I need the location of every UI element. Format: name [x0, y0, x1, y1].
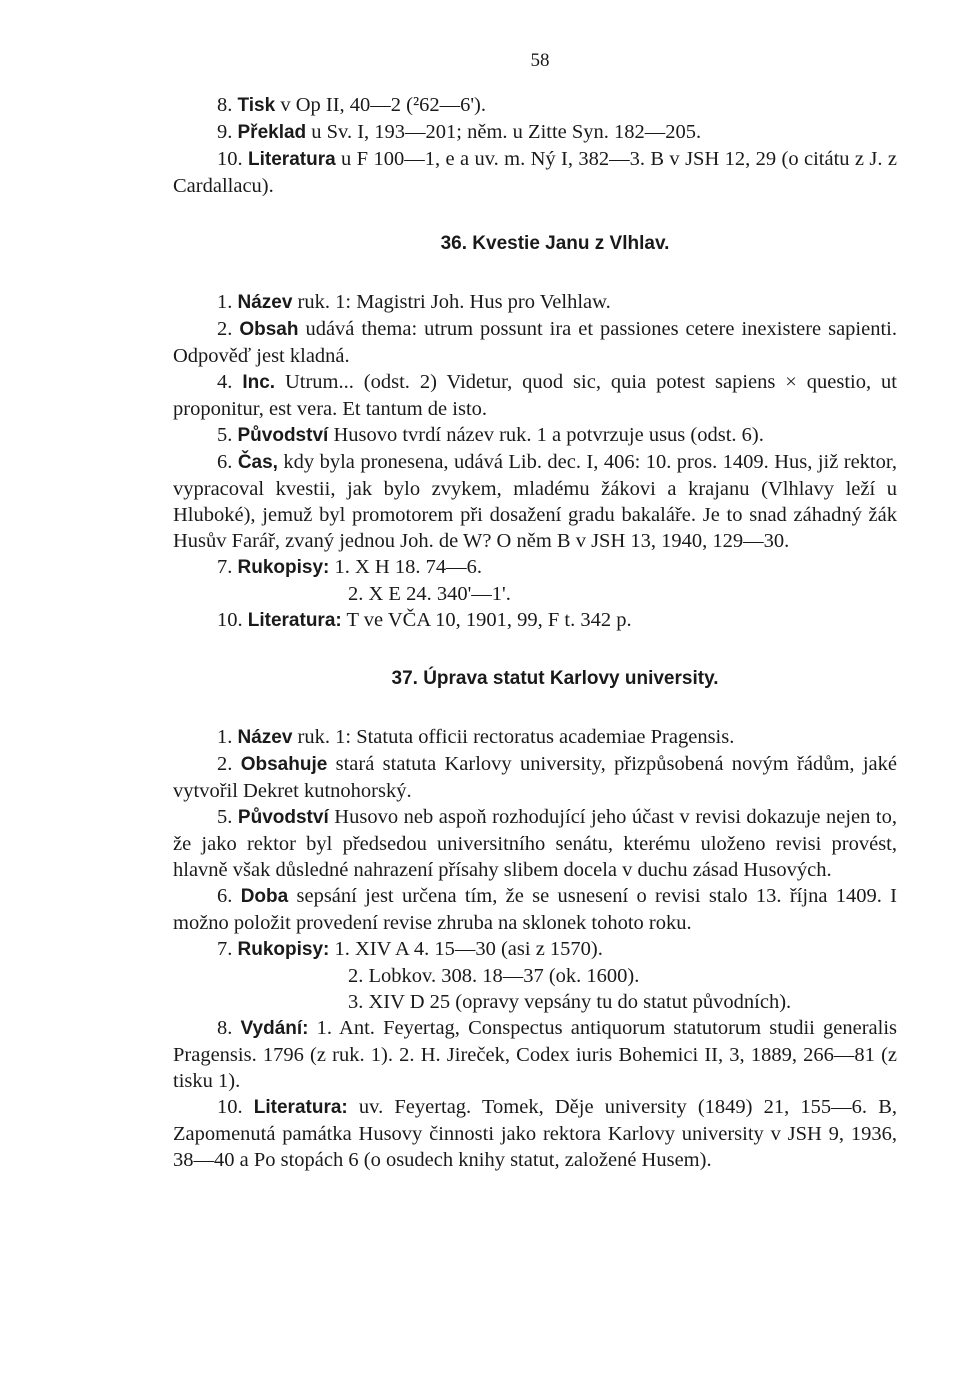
entry-text: Husovo neb aspoň rozhodující jeho účast v revisi dokazuje nejen to, že jako rektor byl předsedou universitního senátu, kterému uloženo revisi provést, hlavně však důsledné nahrazení přísahy slibem docela v duchu zásad Husových.	[173, 806, 897, 881]
entry-number: 7.	[217, 938, 233, 960]
entry-text: v Op II, 40—2 (²62—6').	[275, 94, 487, 116]
entry-text: ruk. 1: Magistri Joh. Hus pro Velhlaw.	[292, 291, 611, 313]
entry-text: sepsání jest určena tím, že se usnesení o revisi stalo 13. října 1409. I možno položit provedení revise zhruba na sklonek tohoto roku.	[173, 885, 897, 934]
entry-text: udává thema: utrum possunt ira et passiones cetere inexistere sapienti. Odpověď jest kladná.	[173, 318, 897, 367]
entry-label: Obsahuje	[240, 754, 328, 775]
entry-label: Název	[237, 727, 293, 748]
entry-inc	[173, 369, 897, 422]
entry-number: 5.	[217, 806, 233, 828]
entry-label: Čas,	[237, 452, 278, 473]
entry-text: T ve VČA 10, 1901, 99, F t. 342 p.	[341, 609, 632, 631]
entry-text: uv. Feyertag. Tomek, Děje university (1849) 21, 155—6. B, Zapomenutá památka Husovy činnosti jako rektora Karlovy university v JSH 9, 1936, 38—40 a Po stopách 6 (o osudech knihy statut, založené Husem).	[173, 1096, 898, 1171]
entry-text: Husovo tvrdí název ruk. 1 a potvrzuje usus (odst. 6).	[328, 424, 764, 446]
entry-preklad	[173, 119, 897, 146]
entry-label: Inc.	[242, 372, 276, 393]
entry-label: Literatura:	[253, 1097, 348, 1118]
entry-label: Původství	[237, 807, 329, 828]
entry-rukopisy-37	[173, 936, 897, 963]
entry-label: Doba	[240, 886, 289, 907]
entry-obsah	[173, 316, 897, 369]
entry-text: kdy byla pronesena, udává Lib. dec. I, 406: 10. pros. 1409. Hus, již rektor, vypracoval kvestii, jak bylo zvykem, mladému žákovi a krajanu (Vlhlavy leží u Hluboké), jemuž byl promotorem při dosažení gradu bakaláře. Je to snad záhadný žák Husův Farář, zvaný jednou Joh. de W? O něm B v JSH 13, 1940, 129—30.	[173, 451, 897, 552]
entry-rukopisy	[173, 554, 897, 581]
entry-cas	[173, 449, 897, 554]
manuscript-item: 2. X E 24. 340'—1'.	[348, 583, 511, 605]
manuscript-item: 3. XIV D 25 (opravy vepsány tu do statut původních).	[348, 991, 792, 1013]
entry-nazev	[173, 289, 897, 316]
entry-label: Literatura:	[247, 610, 342, 631]
entry-label: Překlad	[237, 122, 307, 143]
entry-number: 6.	[217, 451, 233, 473]
entry-number: 2.	[217, 753, 233, 775]
entry-number: 5.	[217, 424, 233, 446]
entry-number: 9.	[217, 121, 233, 143]
entry-text: 1. Ant. Feyertag, Conspectus antiquorum statutorum studii generalis Pragensis. 1796 (z ruk. 1). 2. H. Jireček, Codex iuris Bohemici II, 3, 1889, 266—81 (z tisku 1).	[173, 1017, 898, 1092]
entry-text: ruk. 1: Statuta officii rectoratus academiae Pragensis.	[292, 726, 735, 748]
entry-number: 8.	[217, 94, 233, 116]
page-number: 58	[530, 50, 550, 71]
entry-text: Utrum... (odst. 2) Videtur, quod sic, quia potest sapiens × questio, ut proponitur, est vera. Et tantum de isto.	[173, 371, 898, 420]
entry-text: stará statuta Karlovy university, přizpůsobená novým řádům, jaké vytvořil Dekret kutnohorský.	[173, 753, 898, 802]
manuscript-row	[173, 963, 897, 989]
entry-obsahuje	[173, 751, 897, 804]
entry-number: 10.	[217, 1096, 243, 1118]
entry-literatura-36	[173, 607, 897, 634]
entry-label: Rukopisy:	[237, 557, 330, 578]
entry-label: Obsah	[239, 319, 299, 340]
manuscript-row	[173, 581, 897, 607]
entry-number: 10.	[217, 609, 243, 631]
entry-number: 6.	[217, 885, 233, 907]
manuscript-item: 1. X H 18. 74—6.	[334, 556, 482, 578]
entry-label: Tisk	[237, 95, 276, 116]
entry-tisk	[173, 92, 897, 119]
entry-label: Původství	[237, 425, 329, 446]
entry-number: 1.	[217, 291, 233, 313]
entry-literatura	[173, 146, 897, 199]
entry-number: 8.	[217, 1017, 233, 1039]
entry-label: Název	[237, 292, 293, 313]
section-heading-36: 36. Kvestie Janu z Vlhlav.	[440, 233, 670, 254]
entry-text: u Sv. I, 193—201; něm. u Zitte Syn. 182—205.	[306, 121, 702, 143]
entry-label: Vydání:	[240, 1018, 309, 1039]
page-body	[173, 92, 897, 1173]
entry-doba	[173, 883, 897, 936]
entry-number: 4.	[217, 371, 233, 393]
section-heading-37: 37. Úprava statut Karlovy university.	[391, 668, 719, 689]
entry-text: u F 100—1, e a uv. m. Ný I, 382—3. B v JSH 12, 29 (o citátu z J. z Cardallacu).	[173, 148, 897, 197]
entry-literatura-37	[173, 1094, 897, 1173]
manuscript-item: 1. XIV A 4. 15—30 (asi z 1570).	[334, 938, 603, 960]
entry-label: Rukopisy:	[237, 939, 330, 960]
entry-label: Literatura	[248, 149, 336, 170]
entry-number: 10.	[217, 148, 243, 170]
entry-number: 1.	[217, 726, 233, 748]
entry-puvodstvi	[173, 422, 897, 449]
entry-number: 7.	[217, 556, 233, 578]
manuscript-item: 2. Lobkov. 308. 18—37 (ok. 1600).	[348, 965, 640, 987]
entry-nazev-37	[173, 724, 897, 751]
entry-vydani	[173, 1015, 897, 1094]
manuscript-row	[173, 989, 897, 1015]
entry-number: 2.	[217, 318, 233, 340]
entry-puvodstvi-37	[173, 804, 897, 883]
